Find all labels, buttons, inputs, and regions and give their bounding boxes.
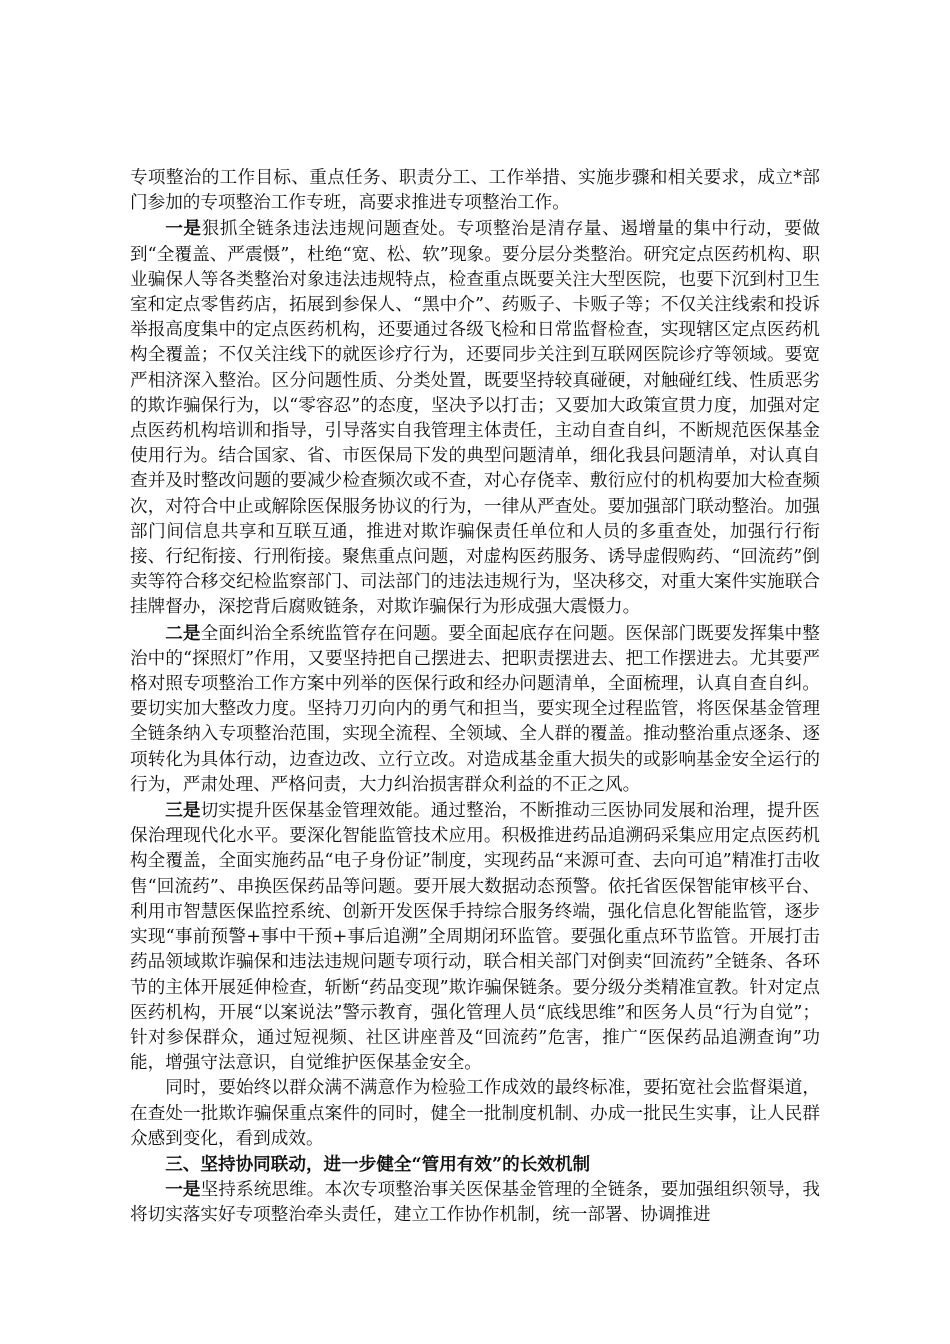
paragraph-closing (130, 1177, 820, 1228)
paragraph-text: 切实提升医保基金管理效能。通过整治，不断推动三医协同发展和治理，提升医保治理现代化水平。要深化智能监管技术应用。积极推进药品追溯码采集应用定点医药机构全覆盖，全面实施药品“电子身份证”制度，实现药品“来源可查、去向可追”精准打击收售“回流药”、串换医保药品等问题。要开展大数据动态预警。依托省医保智能审核平台、利用市智慧医保监控系统、创新开发医保手持综合服务终端，强化信息化智能监管，逐步实现“事前预警+事中干预+事后追溯”全周期闭环监管。要强化重点环节监管。开展打击药品领域欺诈骗保和违法违规问题专项行动，联合相关部门对倒卖“回流药”全链条、各环节的主体开展延伸检查，斩断“药品变现”欺诈骗保链条。要分级分类精准宣教。针对定点医药机构，开展“以案说法”警示教育，强化管理人员“底线思维”和医务人员“行为自觉”；针对参保群众，通过短视频、社区讲座普及“回流药”危害，推广“医保药品追溯查询”功能，增强守法意识，自觉维护医保基金安全。 (130, 801, 820, 1074)
paragraph-text: 全面纠治全系统监管存在问题。要全面起底存在问题。医保部门既要发挥集中整治中的“探照灯”作用，又要坚持把自己摆进去、把职责摆进去、把工作摆进去。尤其要严格对照专项整治工作方案中列举的医保行政和经办问题清单，全面梳理，认真自查自纠。要切实加大整改力度。坚持刀刃向内的勇气和担当，要实现全过程监管，将医保基金管理全链条纳入专项整治范围，实现全流程、全领域、全人群的覆盖。推动整治重点逐条、逐项转化为具体行动，边查边改、立行立改。对造成基金重大损失的或影响基金安全运行的行为，严肃处理、严格问责，大力纠治损害群众利益的不正之风。 (130, 623, 820, 795)
paragraph-lead: 三是 (165, 800, 201, 822)
paragraph-text: 坚持系统思维。本次专项整治事关医保基金管理的全链条，要加强组织领导，我将切实落实好专项整治牵头责任，建立工作协作机制，统一部署、协调推进 (130, 1180, 820, 1226)
paragraph-point-one (130, 216, 820, 620)
paragraph-summary (130, 1076, 820, 1152)
paragraph-continuation (130, 166, 820, 216)
section-heading: 三、坚持协同联动，进一步健全“管用有效”的长效机制 (165, 1153, 591, 1175)
paragraph-text: 狠抓全链条违法违规问题查处。专项整治是清存量、遏增量的集中行动，要做到“全覆盖、严震慑”，杜绝“宽、松、软”现象。要分层分类整治。研究定点医药机构、职业骗保人等各类整治对象违法违规特点，检查重点既要关注大型医院，也要下沉到村卫生室和定点零售药店，拓展到参保人、“黑中介”、药贩子、卡贩子等；不仅关注线索和投诉举报高度集中的定点医药机构，还要通过各级飞检和日常监督检查，实现辖区定点医药机构全覆盖；不仅关注线下的就医诊疗行为，还要同步关注到互联网医院诊疗等领域。要宽严相济深入整治。区分问题性质、分类处置，既要坚持较真碰硬，对触碰红线、性质恶劣的欺诈骗保行为，以“零容忍”的态度，坚决予以打击；又要加大政策宣贯力度，加强对定点医药机构培训和指导，引导落实自我管理主体责任，主动自查自纠，不断规范医保基金使用行为。结合国家、省、市医保局下发的典型问题清单，细化我县问题清单，对认真自查并及时整改问题的要减少检查频次或不查，对心存侥幸、敷衍应付的机构要加大检查频次，对符合中止或解除医保服务协议的行为，一律从严查处。要加强部门联动整治。加强部门间信息共享和互联互通，推进对欺诈骗保责任单位和人员的多重查处，加强行行衔接、行纪衔接、行刑衔接。聚焦重点问题，对虚构医药服务、诱导虚假购药、“回流药”倒卖等符合移交纪检监察部门、司法部门的违法违规行为，坚决移交，对重大案件实施联合挂牌督办，深挖背后腐败链条，对欺诈骗保行为形成强大震慑力。 (130, 219, 820, 618)
paragraph-point-two (130, 621, 820, 798)
paragraph-lead: 一是 (165, 218, 202, 240)
paragraph-text: 专项整治的工作目标、重点任务、职责分工、工作举措、实施步骤和相关要求，成立*部门参加的专项整治工作专班，高要求推进专项整治工作。 (130, 168, 820, 214)
document-page (130, 166, 820, 1229)
paragraph-text: 同时，要始终以群众满不满意作为检验工作成效的最终标准，要拓宽社会监督渠道，在查处一批欺诈骗保重点案件的同时，健全一批制度机制、办成一批民生实事，让人民群众感到变化，看到成效。 (130, 1078, 820, 1149)
paragraph-lead: 二是 (165, 622, 201, 644)
paragraph-point-three (130, 798, 820, 1076)
paragraph-lead: 一是 (165, 1179, 201, 1201)
